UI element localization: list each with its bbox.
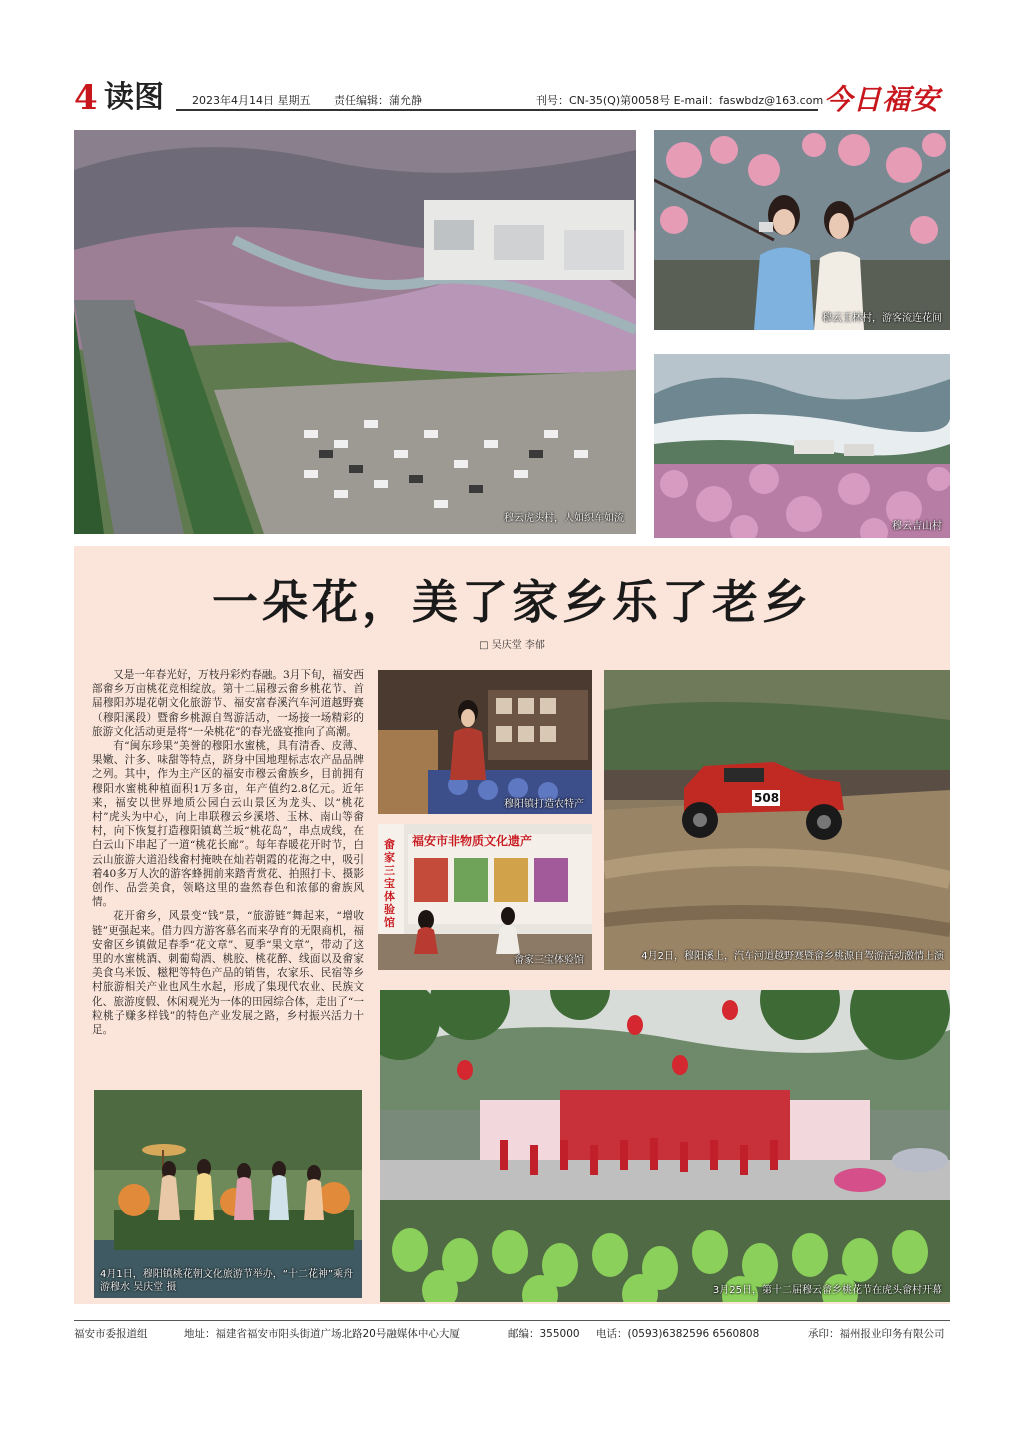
photo-festival-opening [380,990,950,1302]
heritage-sign-text: 福安市非物质文化遗产 [412,834,533,848]
article-paragraph: 有“闽东珍果”美誉的穆阳水蜜桃，具有清香、皮薄、果嫩、汁多、味甜等特点，跻身中国地理标志农产品品牌之列。其中，作为主产区的福安市穆云畲族乡，目前拥有穆阳水蜜桃种植面积1万多亩，年产值约2.8亿元。近年来，福安以世界地质公园白云山景区为龙头、以“桃花村”虎头为中心，向上串联穆云乡溪塔、玉林、南山等畲村，向下恢复打造穆阳镇葛兰坂“桃花岛”，串点成线，在白云山下串起了一道“桃花长廊”。每年春暖花开时节，白云山旅游大道沿线畲村掩映在灿若朝霞的花海之中，吸引着40多万人次的游客蜂拥前来踏青赏花、拍照打卡、摄影创作、品尝美食，领略这里的盎然春色和浓郁的畲族风情。 [92,740,364,909]
heritage-hall-sign: 畲家三宝体验馆 [384,838,395,929]
photo-caption: 穆云虎头村，人如织车如流 [504,513,624,524]
photo-offroad-race [604,670,950,970]
masthead-logo: 今日福安 [824,83,941,116]
photo-caption: 3月25日，第十二届穆云畲乡桃花节在虎头畲村开幕 [712,1285,942,1296]
article-paragraph: 又是一年春光好，万枝丹彩灼春融。3月下旬，福安西部畲乡万亩桃花竞相绽放。第十二届穆云畲乡桃花节、首届穆阳苏堤花朝文化旅游节、福安富春溪汽车河道越野赛（穆阳溪段）暨畲乡桃源自驾游活动，一场接一场精彩的旅游文化活动更是将“一朵桃花”的春光盛宴推向了高潮。 [92,669,364,738]
photo-caption: 畲家三宝体验馆 [514,955,584,966]
footer-org: 福安市委报道组 [74,1328,148,1340]
photo-caption: 穆云吉山村 [892,521,942,532]
photo-local-products [378,670,592,814]
article-body [92,668,364,1037]
photo-aerial-village [74,130,636,534]
article-paragraph: 花开畲乡，风景变“钱”景，“旅游链”舞起来，“增收链”更强起来。借力四方游客慕名而来孕育的无限商机，福安畲区乡镇做足春季“花文章”、夏季“果文章”，带动了这里的水蜜桃酒、刺葡萄酒、桃胶、桃花醉、线面以及畲家美食乌米饭、糍粑等特色产品的销售，农家乐、民宿等乡村旅游相关产业也风生水起，形成了集现代农业、民族文化、旅游度假、休闲观光为一体的田园综合体，走出了“一粒桃子赚多样钱”的特色产业发展之路，乡村振兴活力十足。 [92,910,364,1037]
footer-postcode: 邮编：355000 [508,1328,580,1340]
footer-address: 地址：福建省福安市阳头街道广场北路20号融媒体中心大厦 [184,1328,460,1340]
footer-phone: 电话：(0593)6382596 6560808 [596,1328,760,1340]
header-rule [176,109,818,111]
photo-misty-village [654,354,950,538]
editor-credit: 责任编辑：蒲允静 [334,94,422,107]
article-byline: □ 吴庆堂 李郁 [479,640,545,651]
photo-caption: 4月1日，穆阳镇桃花朝文化旅游节举办，“十二花神”乘舟游穆水 吴庆堂 摄 [100,1269,354,1293]
photo-tourists-blossoms [654,130,950,330]
car-race-number: 508 [754,791,780,805]
issn-email: 刊号：CN-35(Q)第0058号 E-mail：faswbdz@163.com [536,94,824,107]
section-title: 读图 [104,80,164,115]
page-number: 4 [74,78,98,118]
issue-date: 2023年4月14日 星期五 [192,94,311,107]
photo-flower-boat [94,1090,362,1298]
photo-caption: 4月2日，穆阳溪上，汽车河道越野赛暨畲乡桃源自驾游活动激情上演 [641,951,944,962]
photo-heritage-hall [378,824,592,970]
photo-caption: 穆云王林村，游客流连花间 [822,313,942,324]
photo-caption: 穆阳镇打造农特产 [504,799,584,810]
footer-rule [74,1320,950,1321]
footer-printer: 承印：福州报业印务有限公司 [808,1328,945,1340]
article-headline: 一朵花，美了家乡乐了老乡 [212,575,812,629]
